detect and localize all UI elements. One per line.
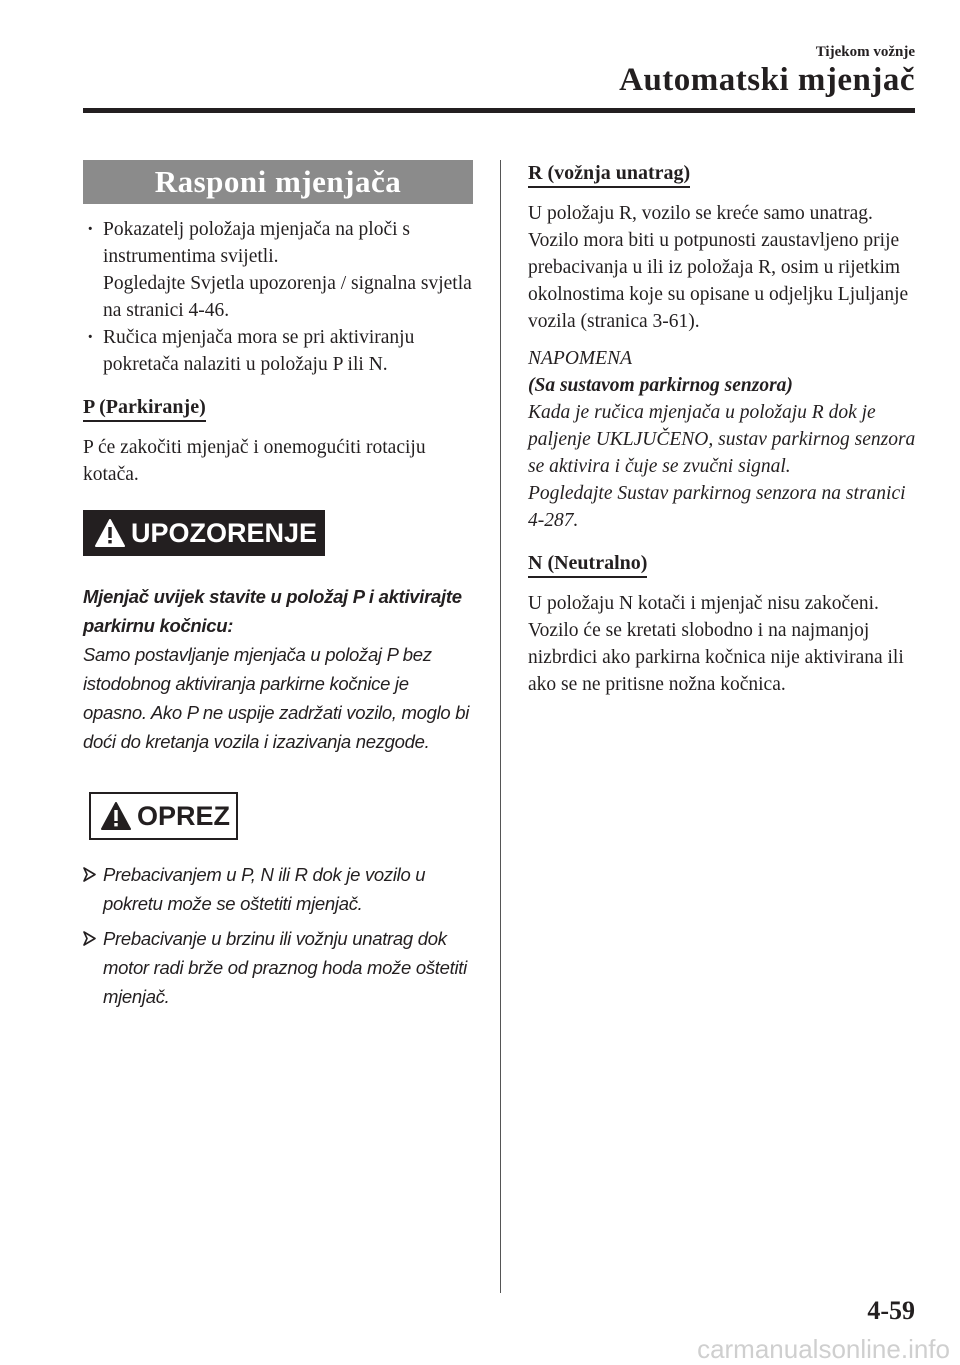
header-title: Automatski mjenjač [619,62,915,98]
warning-body-text: Samo postavljanje mjenjača u položaj P bez istodobnog aktiviranja parkirne kočnice je opasno. Ako P ne uspije zadržati vozilo, moglo bi doći do kretanja vozila i izazivanja nezgode. [83,644,470,752]
neutral-text: U položaju N kotači i mjenjač nisu zakočeni. Vozilo će se kretati slobodno i na najmanjoj nizbrdici ako parkirna kočnica nije aktivirana ili ako se ne pritisne nožna kočnica. [528,593,904,695]
note-block [528,345,918,534]
section-banner: Rasponi mjenjača [83,160,473,204]
note-subtitle: (Sa sustavom parkirnog senzora) [528,375,793,396]
column-divider [500,160,501,1293]
watermark: carmanualsonline.info [697,1334,950,1364]
park-heading: P (Parkiranje) [83,396,206,422]
warning-badge [83,510,325,556]
bullet-list [83,216,473,378]
bullet-reference: Pogledajte Svjetla upozorenja / signalna svjetla na stranici 4-46. [103,273,472,321]
bullet-item [83,216,473,324]
caution-list [83,860,473,1011]
warning-triangle-icon [101,802,131,830]
bullet-item: · Ručica mjenjača mora se pri aktiviranju pokretača nalaziti u položaju P ili N. [83,324,473,378]
park-text: P će zakočiti mjenjač i onemogućiti rotaciju kotača. [83,437,426,485]
caution-item-text: Prebacivanjem u P, N ili R dok je vozilo u pokretu može se oštetiti mjenjač. [103,864,426,914]
caution-item-text: Prebacivanje u brzinu ili vožnju unatrag dok motor radi brže od praznog hoda može oštetiti mjenjač. [103,928,467,1007]
header-rule [83,108,915,113]
note-label: NAPOMENA [528,348,632,369]
reverse-text: U položaju R, vozilo se kreće samo unatrag. Vozilo mora biti u potpunosti zaustavljeno prije prebacivanja u ili iz položaja R, osim u rijetkim okolnostima koje su opisane u odjeljku Ljuljanje vozila (stranica 3-61). [528,203,909,332]
page-number: 4-59 [867,1296,915,1325]
caution-item [83,860,473,918]
header-section: Tijekom vožnje [815,44,915,60]
caution-label: OPREZ [137,800,231,831]
warning-text [83,582,473,756]
note-text: Kada je ručica mjenjača u položaju R dok je paljenje UKLJUČENO, sustav parkirnog senzora se aktivira i čuje se zvučni signal. [528,402,916,477]
neutral-heading: N (Neutralno) [528,552,647,578]
caution-badge [89,792,238,840]
warning-block [83,510,473,756]
reverse-heading: R (vožnja unatrag) [528,162,690,188]
warning-label: UPOZORENJE [131,517,318,548]
caution-block [83,792,473,840]
arrowhead-bullet-icon [83,867,96,882]
right-column [528,160,918,698]
warning-bold-text: Mjenjač uvijek stavite u položaj P i aktivirajte parkirnu kočnicu: [83,586,462,636]
note-reference: Pogledajte Sustav parkirnog senzora na stranici 4-287. [528,483,906,531]
bullet-text: Pokazatelj položaja mjenjača na ploči s instrumentima svijetli. [103,219,411,267]
caution-item [83,924,473,1011]
warning-triangle-icon [95,519,125,547]
left-column [83,160,473,1017]
arrowhead-bullet-icon [83,931,96,946]
